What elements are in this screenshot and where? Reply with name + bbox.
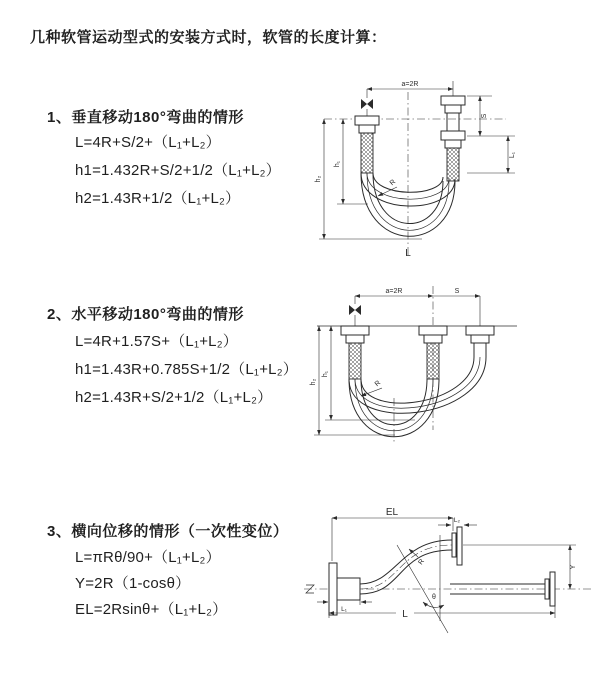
upper-right-flange (452, 527, 462, 565)
section-1-formula-h2: h2=1.43R+1/2（L₁+L₂） (75, 190, 241, 207)
dim-label-l1: L₁ (509, 151, 516, 159)
section-1-heading: 1、垂直移动180°弯曲的情形 (47, 109, 244, 126)
dim-label-h1: h₁ (334, 160, 341, 168)
dim-label-a2r: a=2R (401, 81, 419, 88)
dim-label-a2r: a=2R (385, 288, 403, 295)
section-3-formula-el: EL=2Rsinθ+（L₁+L₂） (75, 601, 228, 618)
hose-u-bend (349, 357, 486, 437)
valve-icon (361, 89, 373, 116)
dim-label-l1: L₁ (341, 606, 347, 613)
left-fitting (341, 326, 369, 379)
dim-label-h2: h₂ (315, 175, 322, 183)
dim-label-s: S (454, 288, 460, 295)
section-2-formula-h2: h2=1.43R+S/2+1/2（L₁+L₂） (75, 389, 273, 406)
angle-label: θ (432, 594, 436, 601)
section-1-formula-l: L=4R+S/2+（L₁+L₂） (75, 134, 221, 151)
middle-fitting (419, 326, 447, 379)
page-title: 几种软管运动型式的安装方式时，软管的长度计算： (30, 29, 387, 46)
section-2-formula-h1: h1=1.43R+0.785S+1/2（L₁+L₂） (75, 361, 298, 378)
dim-label-s: S (481, 113, 488, 119)
section-3-formula-y: Y=2R（1-cosθ） (75, 575, 191, 592)
right-fitting (441, 96, 465, 181)
dim-label-l: L (402, 609, 408, 620)
radius-label: R (417, 558, 427, 567)
hose-s-curve (360, 540, 452, 594)
dim-label-h2: h₂ (310, 378, 317, 386)
valve-icon (349, 296, 361, 326)
hose-braided-section (361, 133, 373, 173)
dim-label-el: EL (385, 507, 399, 518)
length-label: L (405, 248, 411, 259)
radius-label: R (373, 379, 383, 389)
hose-braided-section (427, 343, 439, 379)
section-3-heading: 3、横向位移的情形（一次性变位） (47, 523, 289, 540)
hose-braided-section (349, 343, 361, 379)
dim-label-y: Y (570, 564, 577, 570)
hose-braided-section (447, 148, 459, 181)
section-3-formula-l: L=πRθ/90+（L₁+L₂） (75, 549, 221, 566)
diagram-vertical-180-bend (310, 76, 595, 261)
diagram-lateral-displacement (300, 505, 600, 650)
radius-label: R (388, 178, 398, 188)
section-2-formula-l: L=4R+1.57S+（L₁+L₂） (75, 333, 238, 350)
right-fitting (466, 326, 494, 357)
section-2-heading: 2、水平移动180°弯曲的情形 (47, 306, 244, 323)
dim-label-l2: L₂ (453, 517, 461, 524)
left-fitting (355, 116, 379, 173)
diagram-horizontal-180-bend (305, 282, 600, 454)
section-1-formula-h1: h1=1.432R+S/2+1/2（L₁+L₂） (75, 162, 281, 179)
dim-label-h1: h₁ (322, 370, 329, 378)
